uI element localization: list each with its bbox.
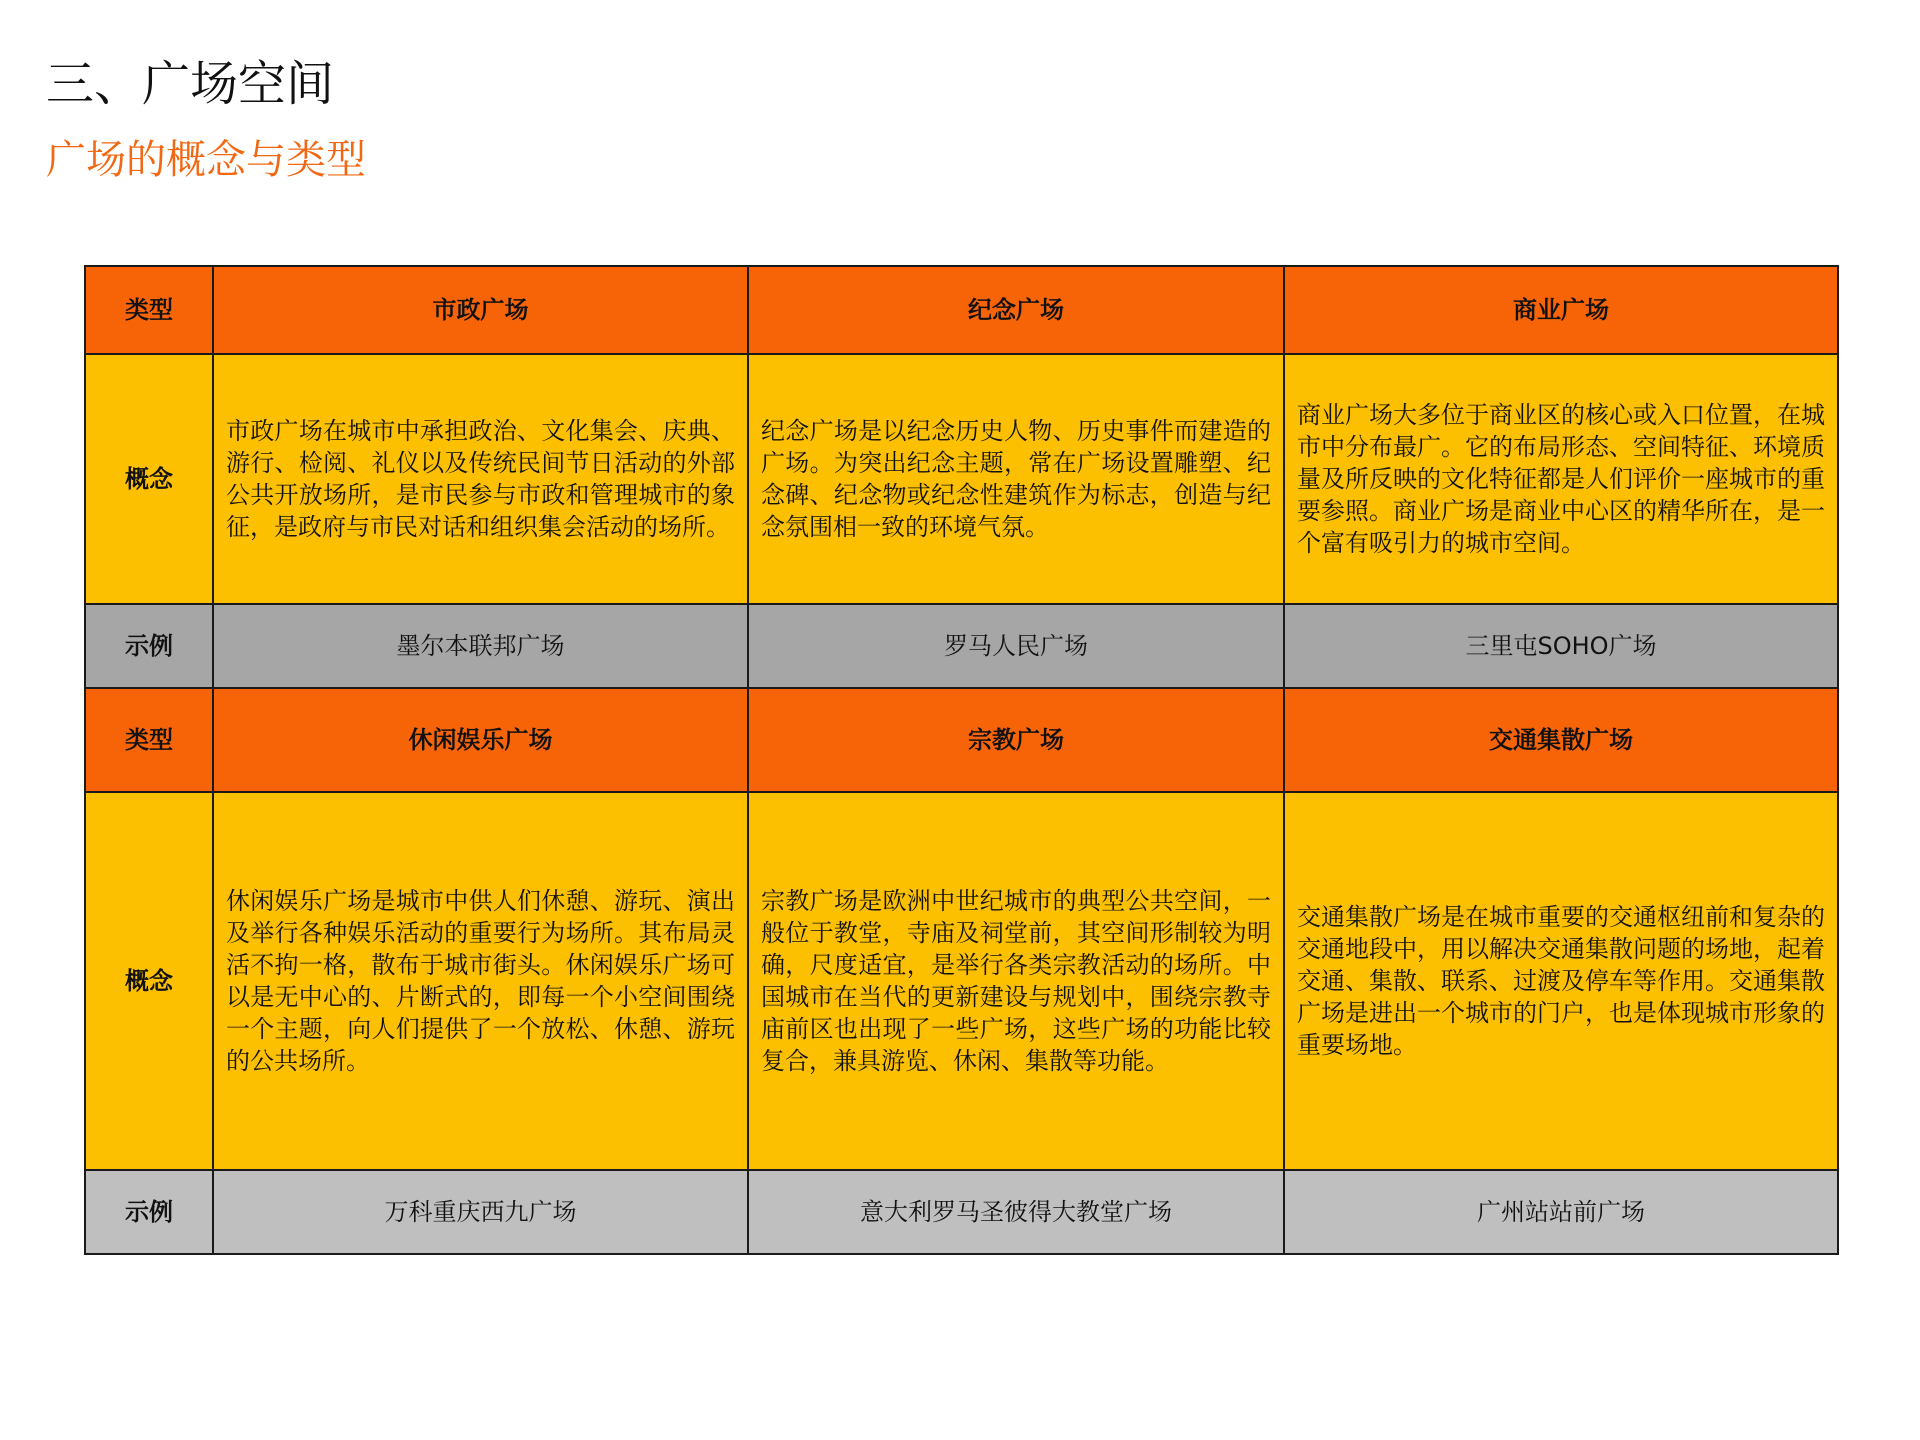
concept-label-cell: 概念 <box>85 354 213 604</box>
plaza-type-heading: 纪念广场 <box>748 266 1284 354</box>
page-title: 三、广场空间 <box>46 56 335 112</box>
type-label-cell: 类型 <box>85 266 213 354</box>
example-row <box>85 1170 1838 1254</box>
plaza-type-heading: 宗教广场 <box>748 688 1284 792</box>
concept-row <box>85 792 1838 1170</box>
example-label-cell: 示例 <box>85 1170 213 1254</box>
concept-text-cell: 市政广场在城市中承担政治、文化集会、庆典、游行、检阅、礼仪以及传统民间节日活动的外部公共开放场所，是市民参与市政和管理城市的象征，是政府与市民对话和组织集会活动的场所。 <box>213 354 748 604</box>
concept-text-cell: 宗教广场是欧洲中世纪城市的典型公共空间，一般位于教堂，寺庙及祠堂前，其空间形制较为明确，尺度适宜，是举行各类宗教活动的场所。中国城市在当代的更新建设与规划中，围绕宗教寺庙前区也出现了一些广场，这些广场的功能比较复合，兼具游览、休闲、集散等功能。 <box>748 792 1284 1170</box>
plaza-type-heading: 交通集散广场 <box>1284 688 1838 792</box>
example-cell: 意大利罗马圣彼得大教堂广场 <box>748 1170 1284 1254</box>
concept-text-cell: 商业广场大多位于商业区的核心或入口位置，在城市中分布最广。它的布局形态、空间特征、环境质量及所反映的文化特征都是人们评价一座城市的重要参照。商业广场是商业中心区的精华所在，是一个富有吸引力的城市空间。 <box>1284 354 1838 604</box>
plaza-type-heading: 休闲娱乐广场 <box>213 688 748 792</box>
concept-label-cell: 概念 <box>85 792 213 1170</box>
page-subtitle: 广场的概念与类型 <box>46 137 366 183</box>
example-cell: 墨尔本联邦广场 <box>213 604 748 688</box>
plaza-type-heading: 市政广场 <box>213 266 748 354</box>
example-label-cell: 示例 <box>85 604 213 688</box>
plaza-types-table <box>84 265 1839 1255</box>
type-row <box>85 266 1838 354</box>
type-label-cell: 类型 <box>85 688 213 792</box>
concept-text-cell: 纪念广场是以纪念历史人物、历史事件而建造的广场。为突出纪念主题，常在广场设置雕塑、纪念碑、纪念物或纪念性建筑作为标志，创造与纪念氛围相一致的环境气氛。 <box>748 354 1284 604</box>
plaza-type-heading: 商业广场 <box>1284 266 1838 354</box>
example-row <box>85 604 1838 688</box>
concept-row <box>85 354 1838 604</box>
concept-text-cell: 休闲娱乐广场是城市中供人们休憩、游玩、演出及举行各种娱乐活动的重要行为场所。其布局灵活不拘一格，散布于城市街头。休闲娱乐广场可以是无中心的、片断式的，即每一个小空间围绕一个主题，向人们提供了一个放松、休憩、游玩的公共场所。 <box>213 792 748 1170</box>
concept-text-cell: 交通集散广场是在城市重要的交通枢纽前和复杂的交通地段中，用以解决交通集散问题的场地，起着交通、集散、联系、过渡及停车等作用。交通集散广场是进出一个城市的门户，也是体现城市形象的重要场地。 <box>1284 792 1838 1170</box>
example-cell: 广州站站前广场 <box>1284 1170 1838 1254</box>
example-cell: 罗马人民广场 <box>748 604 1284 688</box>
type-row <box>85 688 1838 792</box>
example-cell: 三里屯SOHO广场 <box>1284 604 1838 688</box>
example-cell: 万科重庆西九广场 <box>213 1170 748 1254</box>
